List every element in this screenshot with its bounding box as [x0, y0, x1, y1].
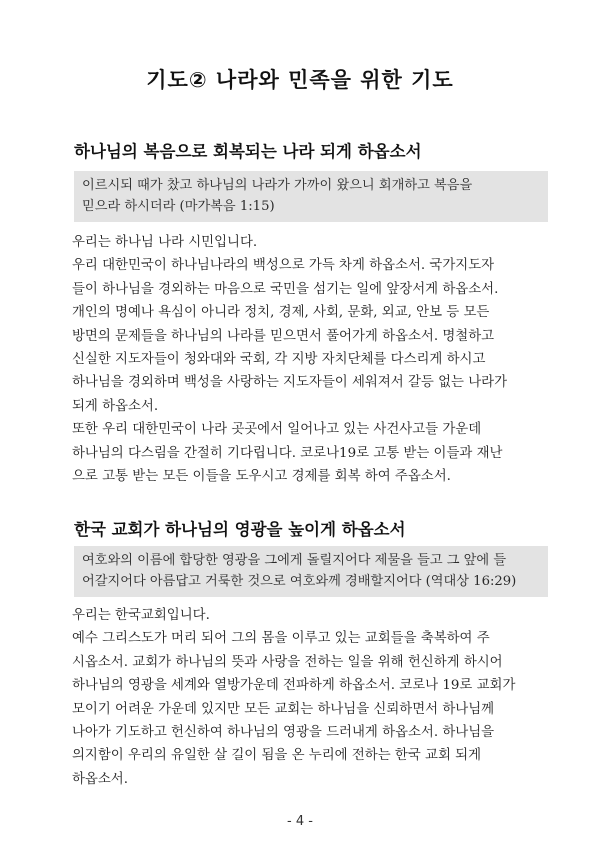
body-line: 개인의 명예나 욕심이 아니라 정치, 경제, 사회, 문화, 외교, 안보 등 모든: [72, 305, 490, 321]
body-line: 우리 대한민국이 하나님나라의 백성으로 가득 차게 하옵소서. 국가지도자: [72, 258, 495, 274]
body-line: 의지함이 우리의 유일한 살 길이 됨을 온 누리에 전하는 한국 교회 되게: [72, 748, 482, 764]
section-heading-1: 하나님의 복음으로 회복되는 나라 되게 하옵소서: [74, 142, 422, 161]
body-line: 시옵소서. 교회가 하나님의 뜻과 사랑을 전하는 일을 위해 헌신하게 하시어: [72, 654, 503, 670]
body-line: 또한 우리 대한민국이 나라 곳곳에서 일어나고 있는 사건사고들 가운데: [72, 422, 482, 438]
body-line: 나아가 기도하고 헌신하여 하나님의 영광을 드러내게 하옵소서. 하나님을: [72, 725, 495, 741]
section-heading-2: 한국 교회가 하나님의 영광을 높이게 하옵소서: [74, 520, 406, 539]
scripture-verse-box-1: [74, 171, 548, 222]
verse-line: 어갈지어다 아름답고 거룩한 것으로 여호와께 경배할지어다 (역대상 16:29): [82, 574, 517, 589]
body-line: 하나님의 다스림을 간절히 기다립니다. 코로나19로 고통 받는 이들과 재난: [72, 445, 503, 461]
body-line: 하나님의 영광을 세계와 열방가운데 전파하게 하옵소서. 코로나 19로 교회가: [72, 678, 516, 694]
body-line: 하옵소서.: [72, 771, 128, 787]
body-line: 우리는 하나님 나라 시민입니다.: [72, 235, 258, 250]
body-line: 방면의 문제들을 하나님의 나라를 믿으면서 풀어가게 하옵소서. 명철하고: [72, 328, 495, 344]
page-number: - 4 -: [287, 814, 313, 829]
body-line: 하나님을 경외하며 백성을 사랑하는 지도자들이 세워져서 갈등 없는 나라가: [72, 375, 508, 391]
body-line: 예수 그리스도가 머리 되어 그의 몸을 이루고 있는 교회들을 축복하여 주: [72, 631, 490, 647]
verse-line: 이르시되 때가 찼고 하나님의 나라가 가까이 왔으니 회개하고 복음을: [82, 178, 473, 193]
section-body-2: [72, 604, 542, 791]
section-body-1: [72, 231, 542, 488]
body-line: 모이기 어려운 가운데 있지만 모든 교회는 하나님을 신뢰하면서 하나님께: [72, 701, 495, 717]
verse-line: 여호와의 이름에 합당한 영광을 그에게 돌릴지어다 제물을 들고 그 앞에 들: [82, 553, 507, 568]
body-line: 신실한 지도자들이 청와대와 국회, 각 지방 자치단체를 다스리게 하시고: [72, 352, 486, 368]
body-line: 되게 하옵소서.: [72, 398, 159, 414]
scripture-verse-box-2: [74, 546, 548, 597]
body-line: 우리는 한국교회입니다.: [72, 608, 210, 623]
body-line: 들이 하나님을 경외하는 마음으로 국민을 섬기는 일에 앞장서게 하옵소서.: [72, 281, 499, 297]
body-line: 으로 고통 받는 모든 이들을 도우시고 경제를 회복 하여 주옵소서.: [72, 469, 451, 485]
page-title: 기도② 나라와 민족을 위한 기도: [146, 68, 454, 92]
verse-line: 믿으라 하시더라 (마가복음 1:15): [82, 199, 275, 214]
